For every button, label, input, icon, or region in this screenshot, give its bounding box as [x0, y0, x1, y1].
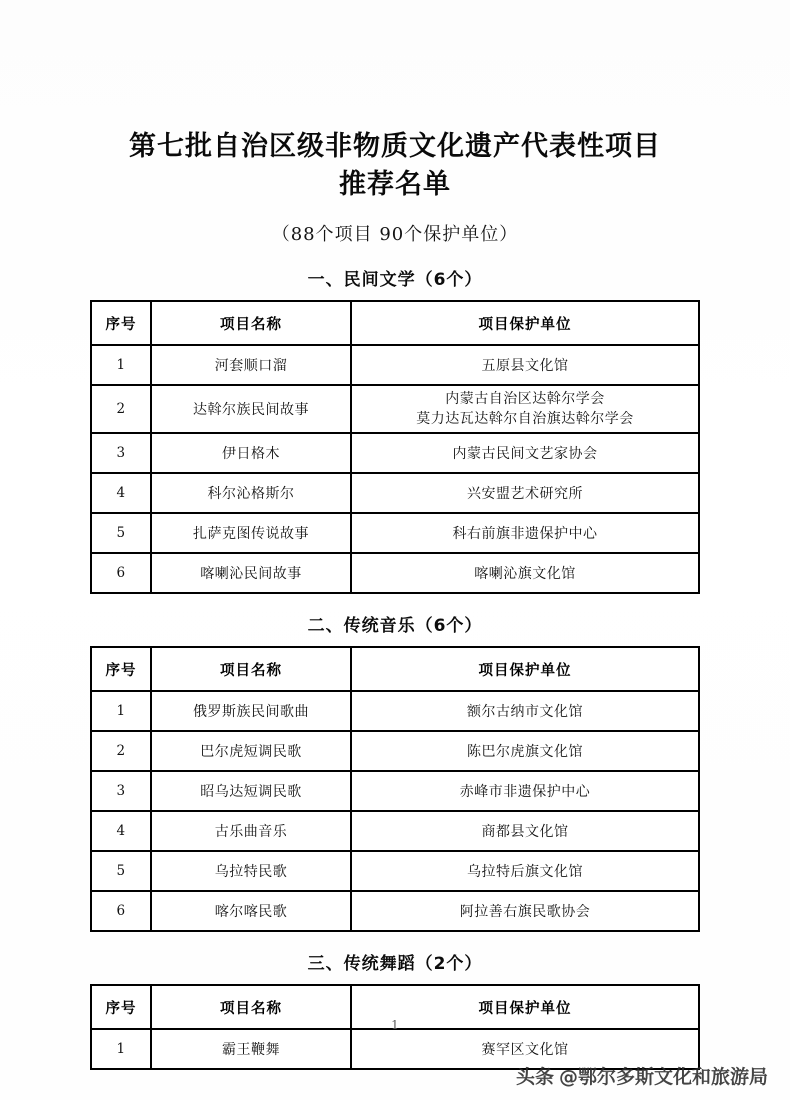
table-row: [91, 851, 699, 891]
protection-unit-line: 内蒙古自治区达斡尔学会: [445, 391, 605, 407]
cell-project-name: 科尔沁格斯尔: [151, 473, 351, 513]
section-heading: 二、传统音乐（6个）: [307, 616, 483, 636]
column-header-protection-unit: 项目保护单位: [351, 985, 699, 1029]
column-header-index: 序号: [91, 985, 151, 1029]
cell-project-name: 河套顺口溜: [151, 345, 351, 385]
cell-index: 4: [91, 473, 151, 513]
column-header-index: 序号: [91, 301, 151, 345]
watermark: [516, 1062, 768, 1089]
cell-protection-unit: [351, 891, 699, 931]
cell-protection-unit: [351, 851, 699, 891]
cell-index: 6: [91, 891, 151, 931]
ich-table: [90, 300, 700, 594]
section-heading: 一、民间文学（6个）: [307, 270, 483, 290]
cell-index: 5: [91, 513, 151, 553]
page-number: 1: [391, 1018, 399, 1032]
protection-unit-line: 莫力达瓦达斡尔自治旗达斡尔学会: [416, 411, 634, 427]
column-header-project-name: 项目名称: [151, 985, 351, 1029]
column-header-index: 序号: [91, 647, 151, 691]
cell-protection-unit: [351, 771, 699, 811]
protection-unit-line: 喀喇沁旗文化馆: [474, 566, 576, 582]
cell-project-name: 昭乌达短调民歌: [151, 771, 351, 811]
table-header-row: [91, 647, 699, 691]
protection-unit-line: 阿拉善右旗民歌协会: [459, 904, 591, 920]
protection-unit-line: 赤峰市非遗保护中心: [459, 784, 591, 800]
cell-project-name: 喀尔喀民歌: [151, 891, 351, 931]
section: [0, 952, 790, 1070]
cell-index: 1: [91, 691, 151, 731]
cell-index: 5: [91, 851, 151, 891]
cell-index: 2: [91, 731, 151, 771]
watermark-account: @鄂尔多斯文化和旅游局: [558, 1066, 768, 1088]
table-row: [91, 891, 699, 931]
cell-project-name: 霸王鞭舞: [151, 1029, 351, 1069]
cell-index: 6: [91, 553, 151, 593]
cell-index: 1: [91, 345, 151, 385]
protection-unit-line: 科右前旗非遗保护中心: [452, 526, 598, 542]
table-row: [91, 553, 699, 593]
cell-protection-unit: [351, 513, 699, 553]
table-row: [91, 345, 699, 385]
sections-container: [0, 268, 790, 1070]
table-row: [91, 731, 699, 771]
cell-protection-unit: [351, 811, 699, 851]
protection-unit-line: 五原县文化馆: [481, 358, 569, 374]
cell-protection-unit: [351, 473, 699, 513]
protection-unit-line: 乌拉特后旗文化馆: [467, 864, 583, 880]
cell-index: 2: [91, 385, 151, 433]
section-heading: 三、传统舞蹈（2个）: [307, 954, 483, 974]
table-row: [91, 433, 699, 473]
cell-protection-unit: [351, 553, 699, 593]
cell-index: 3: [91, 771, 151, 811]
cell-protection-unit: [351, 345, 699, 385]
cell-protection-unit: [351, 691, 699, 731]
page-title: [0, 0, 790, 204]
cell-project-name: 伊日格木: [151, 433, 351, 473]
cell-project-name: 达斡尔族民间故事: [151, 385, 351, 433]
page-title-line-2: 推荐名单: [339, 169, 451, 200]
protection-unit-line: 赛罕区文化馆: [481, 1042, 569, 1058]
cell-project-name: 巴尔虎短调民歌: [151, 731, 351, 771]
cell-project-name: 乌拉特民歌: [151, 851, 351, 891]
protection-unit-line: 兴安盟艺术研究所: [467, 486, 583, 502]
table-row: [91, 811, 699, 851]
cell-project-name: 喀喇沁民间故事: [151, 553, 351, 593]
protection-unit-line: 陈巴尔虎旗文化馆: [467, 744, 583, 760]
cell-project-name: 俄罗斯族民间歌曲: [151, 691, 351, 731]
cell-index: 3: [91, 433, 151, 473]
column-header-protection-unit: 项目保护单位: [351, 301, 699, 345]
cell-index: 4: [91, 811, 151, 851]
cell-project-name: 古乐曲音乐: [151, 811, 351, 851]
watermark-brand: 头条: [515, 1066, 554, 1088]
ich-table: [90, 646, 700, 932]
protection-unit-line: 内蒙古民间文艺家协会: [452, 446, 598, 462]
cell-project-name: 扎萨克图传说故事: [151, 513, 351, 553]
protection-unit-line: 商都县文化馆: [481, 824, 569, 840]
column-header-project-name: 项目名称: [151, 647, 351, 691]
table-row: [91, 473, 699, 513]
protection-unit-line: 额尔古纳市文化馆: [467, 704, 583, 720]
cell-protection-unit: [351, 731, 699, 771]
cell-protection-unit: [351, 433, 699, 473]
section: [0, 268, 790, 594]
table-row: [91, 771, 699, 811]
cell-protection-unit: [351, 385, 699, 433]
page-title-line-1: 第七批自治区级非物质文化遗产代表性项目: [129, 131, 661, 162]
table-row: [91, 385, 699, 433]
cell-index: 1: [91, 1029, 151, 1069]
table-row: [91, 691, 699, 731]
document-subtitle: （88个项目 90个保护单位）: [271, 224, 519, 245]
column-header-protection-unit: 项目保护单位: [351, 647, 699, 691]
column-header-project-name: 项目名称: [151, 301, 351, 345]
table-header-row: [91, 301, 699, 345]
section: [0, 614, 790, 932]
table-row: [91, 513, 699, 553]
